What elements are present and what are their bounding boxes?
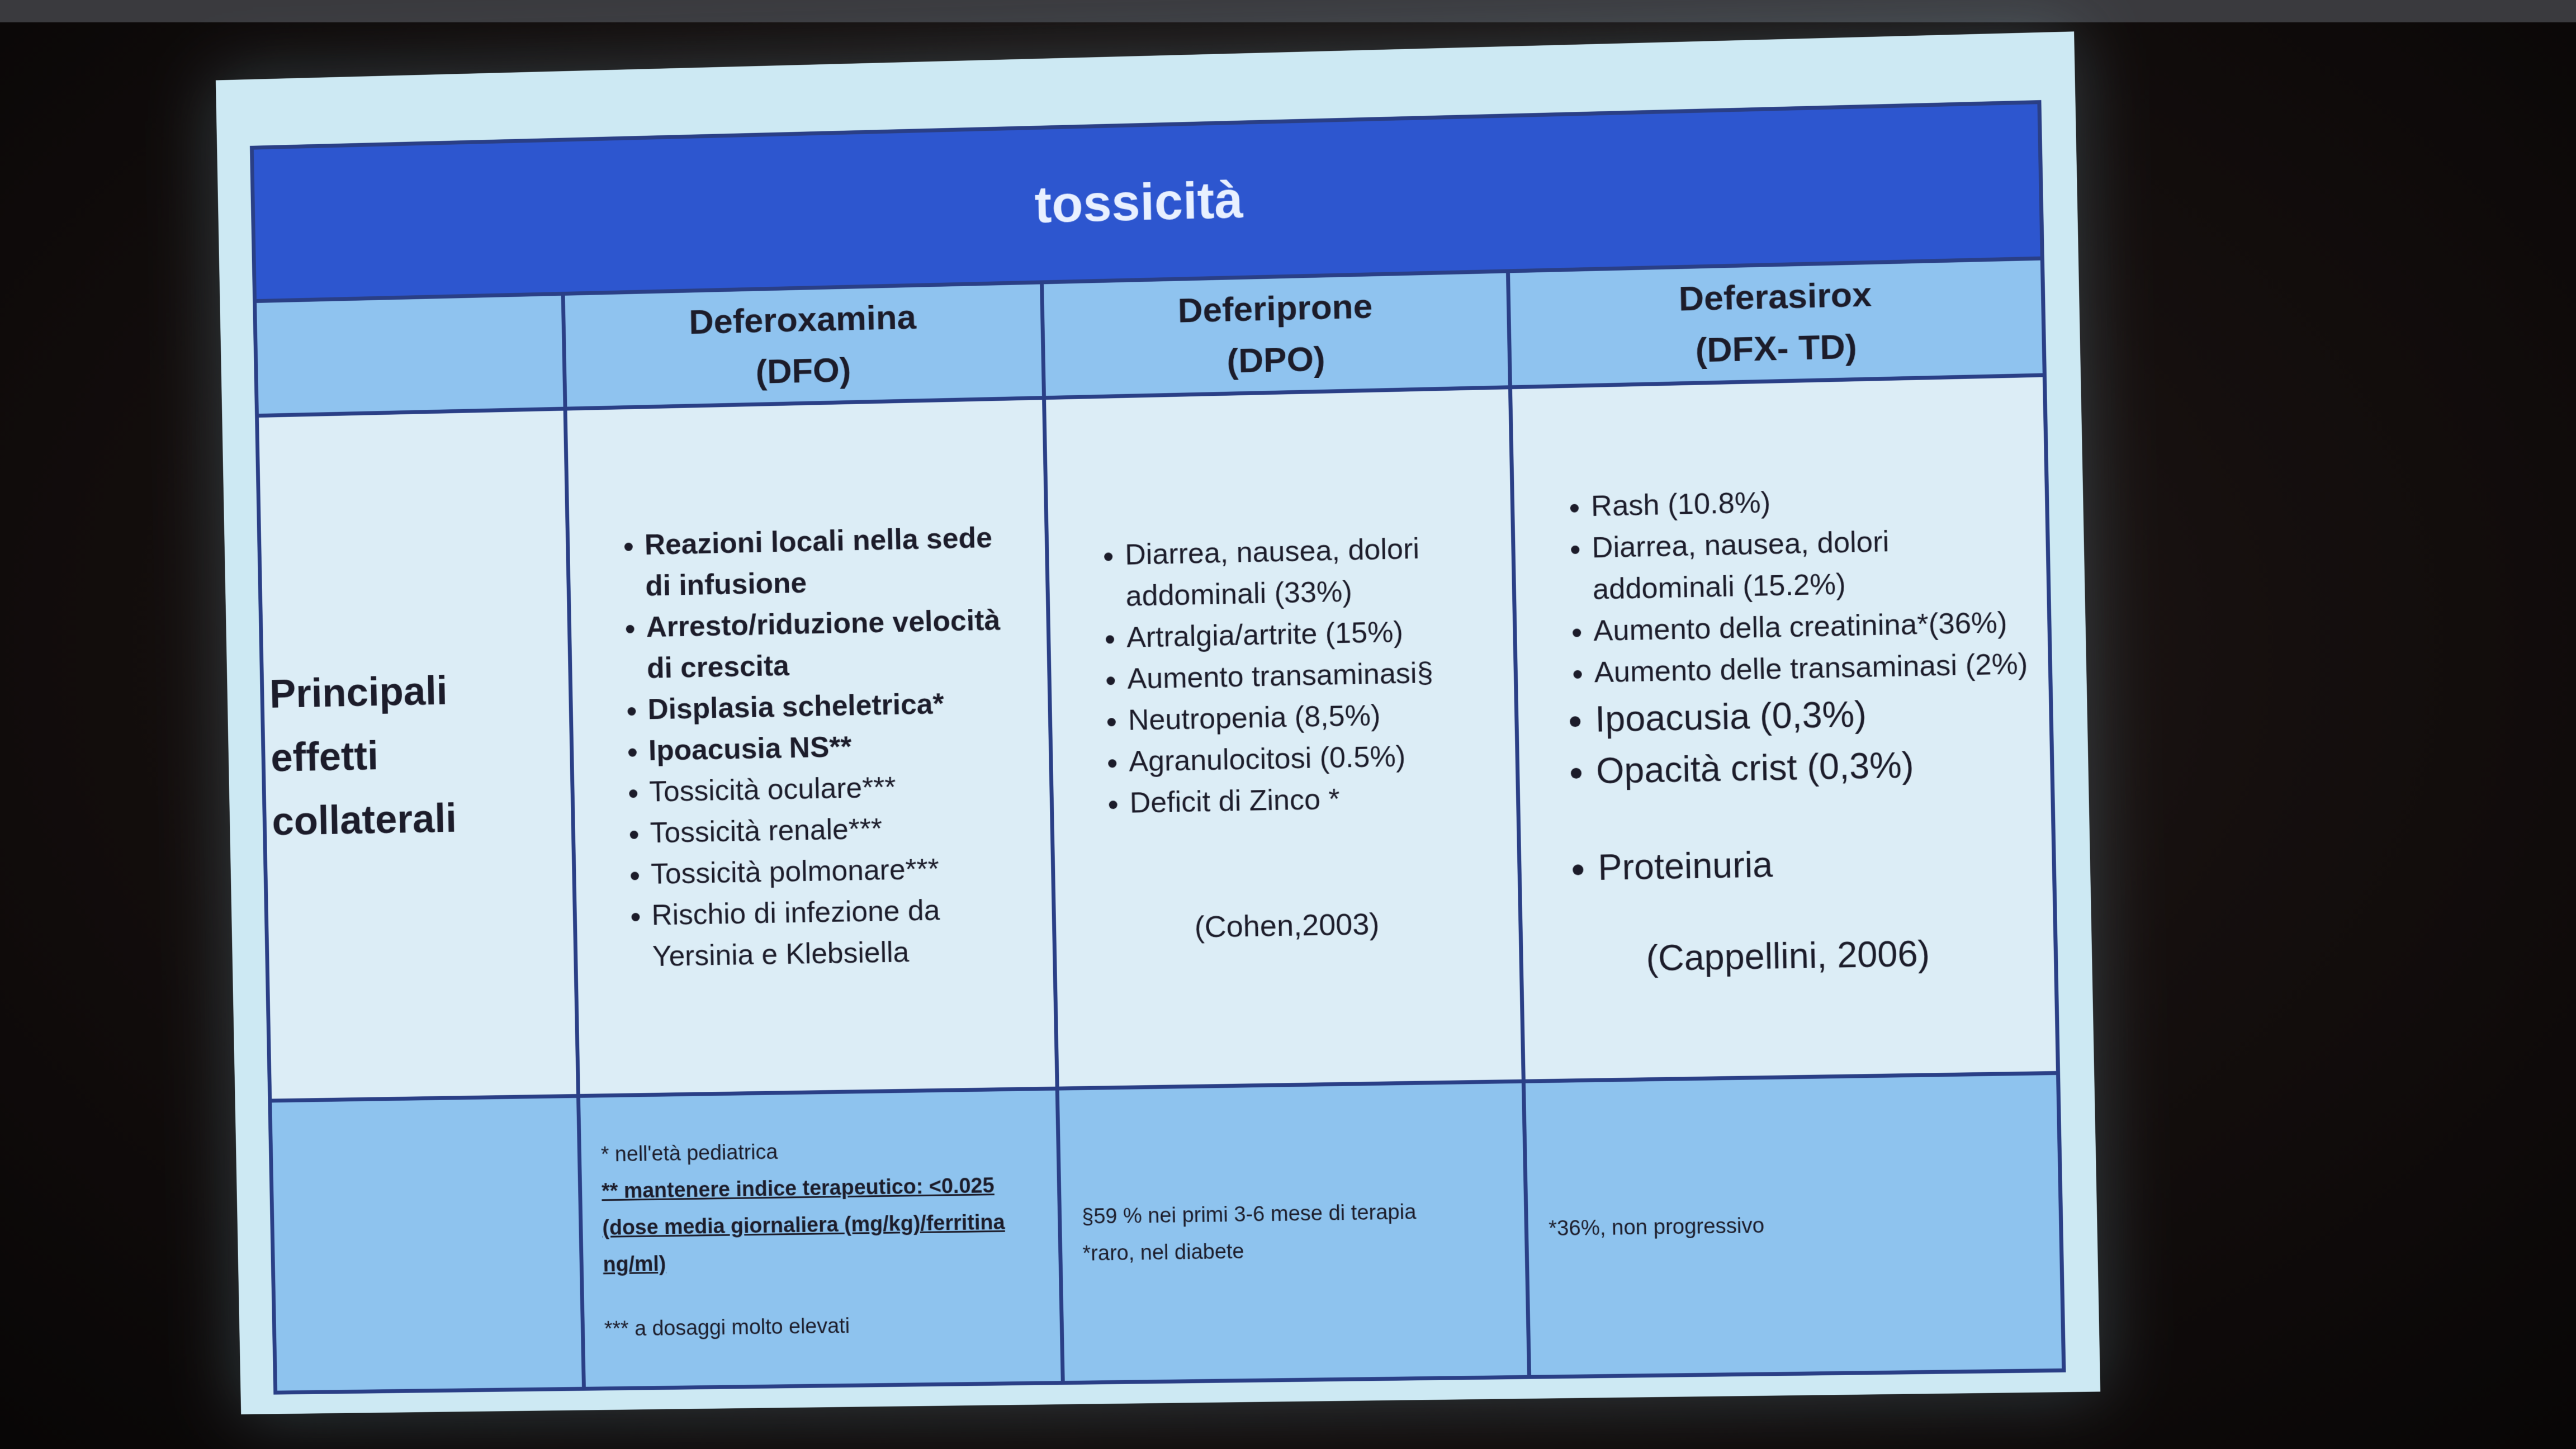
list-item: • Artralgia/artrite (15%) (1126, 609, 1493, 658)
dfx-effects-list (1535, 476, 2030, 798)
dfx-footnotes (1523, 1073, 2063, 1377)
header-dpo-name: Deferiprone (1177, 287, 1373, 330)
header-dpo-abbr: (DPO) (1227, 339, 1326, 381)
list-item: • Agranulocitosi (0.5%) (1129, 734, 1495, 782)
projection-screen (216, 31, 2100, 1414)
footnote-empty-cell (270, 1096, 584, 1393)
header-dfx (1508, 258, 2045, 387)
dfx-citation: (Cappellini, 2006) (1645, 933, 1930, 979)
list-item: • Deficit di Zinco * (1129, 775, 1496, 823)
row-label (257, 409, 578, 1101)
header-dfx-abbr: (DFX- TD) (1694, 327, 1858, 370)
header-dfx-name: Deferasirox (1678, 275, 1872, 319)
header-dpo (1042, 271, 1510, 398)
header-dfo-name: Deferoxamina (688, 297, 917, 342)
toxicity-table (250, 100, 2066, 1395)
header-dfo-abbr: (DFO) (755, 351, 852, 391)
spacer (1540, 789, 2031, 842)
footnote: *** a dosaggi molto elevati (604, 1314, 850, 1341)
list-item: • Ipoacusia NS** (648, 723, 1029, 771)
list-item: • Ipoacusia (0,3%) (1595, 685, 2029, 745)
list-item: • Aumento della creatinina*(36%) (1593, 602, 2028, 652)
dpo-citation: (Cohen,2003) (1194, 907, 1380, 944)
list-item: • Opacità crist (0,3%) (1595, 737, 2030, 797)
header-dfo (563, 282, 1044, 409)
list-item: • Neutropenia (8,5%) (1128, 693, 1494, 741)
list-item: • Diarrea, nausea, dolori addominali (15.2%) (1592, 518, 2026, 610)
row-label-line: collaterali (271, 795, 457, 844)
side-effects-row (257, 375, 2058, 1101)
list-item: • Tossicità renale*** (650, 806, 1031, 854)
ceiling-strip (0, 0, 2576, 22)
list-item: • Tossicità polmonare*** (651, 847, 1032, 895)
list-item: • Tossicità oculare*** (649, 764, 1030, 812)
footnote: *raro, nel diabete (1082, 1239, 1245, 1266)
footnote: *36%, non progressivo (1548, 1214, 1765, 1241)
list-item: • Rash (10.8%) (1590, 476, 2025, 527)
slide (250, 100, 2066, 1370)
list-item: • Reazioni locali nella sede di infusione (644, 517, 1026, 607)
footnote: ** mantenere indice terapeutico: <0.025 (dose media giornaliera (mg/kg)/ferritina ng/ml) (601, 1174, 1005, 1277)
list-item: • Proteinuria (1598, 834, 2032, 893)
dfo-effects-list (589, 517, 1034, 978)
row-label-line: effetti (270, 733, 379, 780)
footnote: §59 % nei primi 3-6 mese di terapia (1081, 1200, 1417, 1229)
list-item: • Rischio di infezione da Yersinia e Klebsiella (651, 888, 1033, 977)
list-item: • Arresto/riduzione velocità di crescita (646, 599, 1027, 689)
row-label-line: Principali (269, 668, 448, 717)
dfx-extra-list (1541, 834, 2032, 894)
dfx-effects-cell (1510, 375, 2058, 1081)
header-empty-cell (255, 293, 565, 415)
dpo-effects-cell (1044, 387, 1524, 1088)
list-item: • Aumento transaminasi§ (1127, 651, 1494, 700)
dpo-footnotes (1058, 1081, 1530, 1382)
slide-title: tossicità (252, 102, 2042, 301)
dfo-footnotes (578, 1088, 1063, 1389)
list-item: • Diarrea, nausea, dolori addominali (33%) (1125, 527, 1493, 617)
dpo-effects-list (1069, 527, 1497, 825)
list-item: • Aumento delle transaminasi (2%) (1594, 643, 2028, 694)
footnote-row (270, 1073, 2064, 1393)
footnote: * nell'età pediatrica (600, 1140, 778, 1167)
list-item: • Displasia scheletrica* (647, 681, 1029, 730)
dfo-effects-cell (565, 398, 1058, 1096)
